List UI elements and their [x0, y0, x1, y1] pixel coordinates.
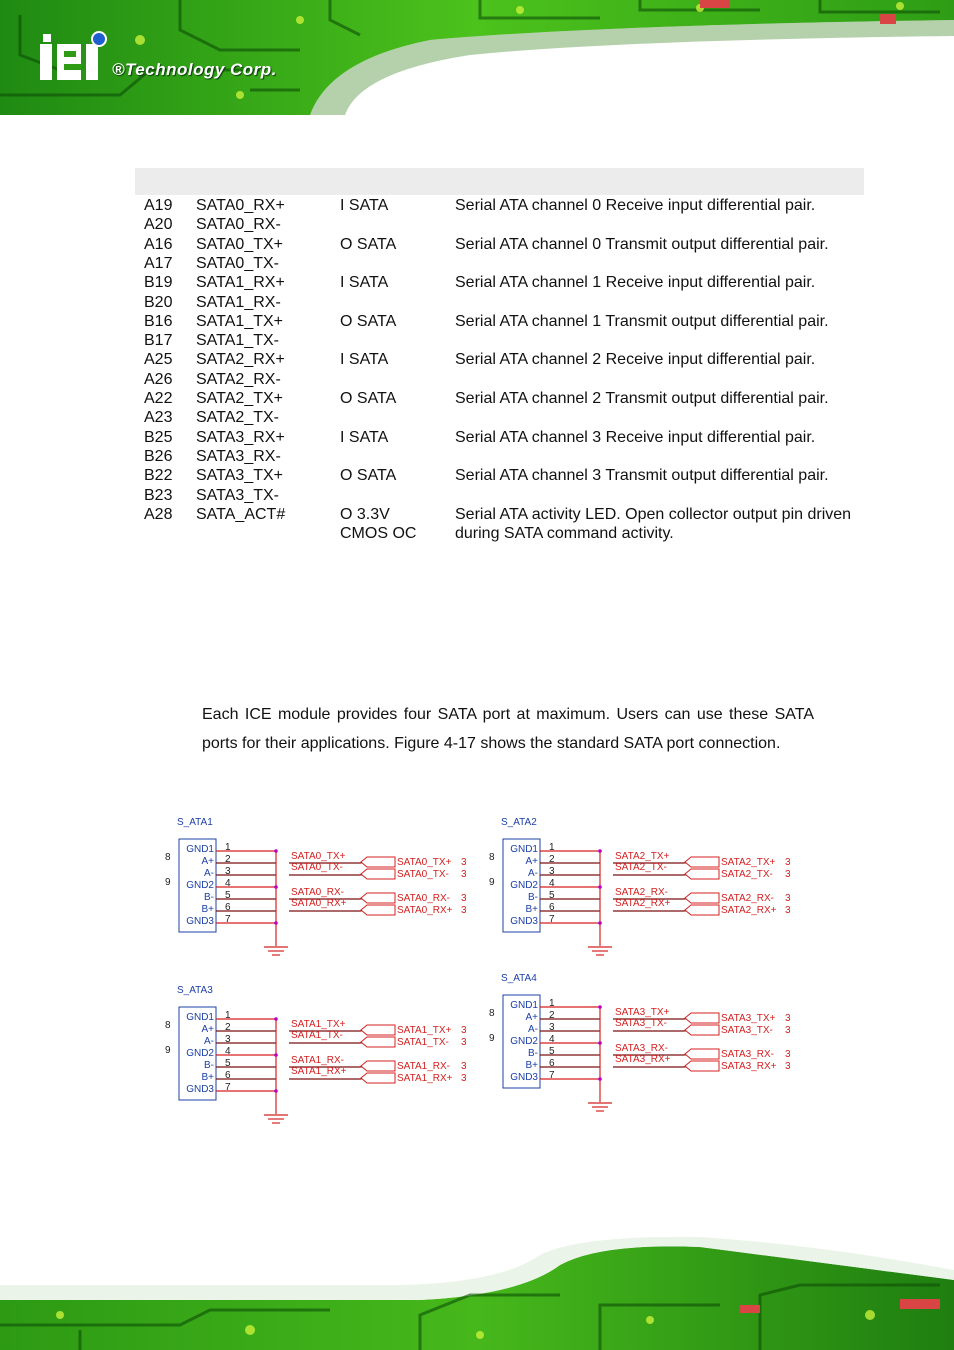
junction-dot: [274, 849, 278, 853]
pin-label: GND3: [510, 916, 538, 927]
description-cell: during SATA command activity.: [455, 525, 674, 543]
pin-label: GND1: [186, 844, 214, 855]
port-symbol: [685, 869, 719, 879]
port-label: SATA0_TX-: [397, 869, 449, 880]
type-cell: I SATA: [340, 197, 389, 214]
pin-number: 3: [225, 1034, 231, 1045]
port-label: SATA1_RX+: [397, 1073, 453, 1084]
port-label: SATA1_TX+: [397, 1025, 452, 1036]
description-cell: Serial ATA channel 3 Transmit output differential pair.: [455, 467, 829, 485]
description-cell: Serial ATA channel 3 Receive input differential pair.: [455, 428, 816, 446]
pin-number: 6: [549, 902, 555, 913]
junction-dot: [598, 1041, 602, 1045]
junction-dot: [274, 1053, 278, 1057]
pin-number: 4: [225, 878, 231, 889]
sheet-ref: 3: [461, 905, 467, 916]
pin-cell: B25: [144, 428, 173, 446]
sheet-ref: 3: [785, 905, 791, 916]
net-label: SATA3_TX-: [615, 1018, 667, 1029]
junction-dot: [274, 1017, 278, 1021]
side-number-8: 8: [165, 1020, 171, 1031]
pin-label: GND2: [510, 1036, 538, 1047]
port-symbol: [361, 905, 395, 915]
port-label: SATA3_TX+: [721, 1013, 776, 1024]
pin-label: GND3: [186, 1084, 214, 1095]
pin-label: B+: [525, 1060, 538, 1071]
pin-cell: B17: [144, 332, 173, 350]
port-label: SATA0_RX+: [397, 905, 453, 916]
pin-label: GND3: [510, 1072, 538, 1083]
type-cell: O SATA: [340, 235, 397, 253]
port-label: SATA1_RX-: [397, 1061, 450, 1072]
signal-name-cell: SATA1_TX-: [196, 332, 279, 350]
pin-number: 1: [549, 842, 555, 853]
pin-cell: A20: [144, 216, 173, 234]
port-label: SATA0_RX-: [397, 893, 450, 904]
side-number-8: 8: [165, 852, 171, 863]
pin-cell: B20: [144, 293, 173, 311]
net-label: SATA3_TX+: [615, 1007, 670, 1018]
pin-cell: A28: [144, 505, 173, 523]
pin-number: 2: [549, 854, 555, 865]
pin-cell: A25: [144, 351, 173, 369]
paragraph-line-1: Each ICE module provides four SATA port at maximum. Users can use these SATA: [202, 706, 814, 723]
pin-number: 6: [225, 902, 231, 913]
port-symbol: [685, 1013, 719, 1023]
pin-label: B+: [201, 1072, 214, 1083]
signal-name-cell: SATA2_TX-: [196, 409, 279, 427]
connector-ref: S_ATA4: [501, 973, 537, 984]
pin-label: A+: [201, 856, 214, 867]
port-label: SATA2_TX+: [721, 857, 776, 868]
pin-number: 7: [225, 1082, 231, 1093]
pin-number: 6: [225, 1070, 231, 1081]
pin-number: 2: [225, 1022, 231, 1033]
circuit-board-footer-graphic: [0, 1235, 954, 1350]
pin-number: 2: [225, 854, 231, 865]
sheet-ref: 3: [785, 1061, 791, 1072]
pin-label: GND1: [186, 1012, 214, 1023]
junction-dot: [274, 885, 278, 889]
pin-label: GND1: [510, 844, 538, 855]
port-label: SATA3_TX-: [721, 1025, 773, 1036]
type-cell: O SATA: [340, 390, 397, 407]
pin-label: A-: [204, 1036, 214, 1047]
pin-label: B+: [201, 904, 214, 915]
port-symbol: [361, 893, 395, 903]
pin-cell: A16: [144, 235, 173, 253]
net-label: SATA0_RX-: [291, 887, 344, 898]
pin-cell: A17: [144, 254, 173, 272]
sheet-ref: 3: [785, 893, 791, 904]
pin-number: 2: [549, 1010, 555, 1021]
net-label: SATA1_RX-: [291, 1055, 344, 1066]
port-symbol: [361, 1025, 395, 1035]
port-label: SATA3_RX-: [721, 1049, 774, 1060]
pin-label: A-: [528, 868, 538, 879]
pin-cell: A19: [144, 197, 173, 214]
sheet-ref: 3: [785, 1049, 791, 1060]
side-number-9: 9: [165, 1045, 171, 1056]
pin-number: 4: [549, 1034, 555, 1045]
pin-cell: B16: [144, 312, 173, 330]
pin-label: B-: [204, 1060, 214, 1071]
type-cell: O SATA: [340, 312, 397, 330]
signal-name-cell: SATA1_RX-: [196, 293, 281, 311]
port-label: SATA2_RX-: [721, 893, 774, 904]
pin-number: 5: [549, 890, 555, 901]
type-cell: O 3.3V: [340, 505, 390, 523]
signal-name-cell: SATA3_RX+: [196, 428, 285, 446]
pin-label: A+: [201, 1024, 214, 1035]
company-name: ®Technology Corp.: [112, 60, 277, 79]
port-symbol: [685, 1025, 719, 1035]
pin-number: 7: [225, 914, 231, 925]
port-symbol: [361, 1061, 395, 1071]
pin-label: GND2: [186, 1048, 214, 1059]
pin-number: 1: [549, 998, 555, 1009]
net-label: SATA2_TX+: [615, 851, 670, 862]
description-cell: Serial ATA channel 0 Transmit output differential pair.: [455, 235, 829, 253]
signal-name-cell: SATA3_TX+: [196, 467, 283, 485]
sata-port-schematic: [150, 800, 830, 1140]
sheet-ref: 3: [785, 1013, 791, 1024]
junction-dot: [274, 1089, 278, 1093]
junction-dot: [598, 921, 602, 925]
port-symbol: [361, 857, 395, 867]
pin-cell: A22: [144, 390, 173, 407]
pin-label: GND1: [510, 1000, 538, 1011]
connector-ref: S_ATA1: [177, 817, 213, 828]
signal-name-cell: SATA2_TX+: [196, 390, 283, 407]
pin-number: 1: [225, 1010, 231, 1021]
signal-name-cell: SATA1_TX+: [196, 312, 283, 330]
sheet-ref: 3: [461, 1037, 467, 1048]
connector-ref: S_ATA2: [501, 817, 537, 828]
net-label: SATA2_RX+: [615, 898, 671, 909]
pin-number: 6: [549, 1058, 555, 1069]
port-label: SATA0_TX+: [397, 857, 452, 868]
pin-number: 5: [225, 890, 231, 901]
signal-name-cell: SATA0_RX-: [196, 216, 281, 234]
connector-ref: S_ATA3: [177, 985, 213, 996]
port-symbol: [685, 1049, 719, 1059]
net-label: SATA1_TX+: [291, 1019, 346, 1030]
pin-number: 7: [549, 914, 555, 925]
port-symbol: [685, 905, 719, 915]
pin-label: B-: [528, 892, 538, 903]
signal-name-cell: SATA_ACT#: [196, 505, 286, 523]
net-label: SATA2_TX-: [615, 862, 667, 873]
net-label: SATA3_RX+: [615, 1054, 671, 1065]
net-label: SATA1_RX+: [291, 1066, 347, 1077]
table-header-bar: [135, 168, 864, 195]
signal-name-cell: SATA2_RX+: [196, 351, 285, 369]
junction-dot: [598, 885, 602, 889]
pin-label: A-: [204, 868, 214, 879]
port-symbol: [361, 1073, 395, 1083]
signal-name-cell: SATA3_RX-: [196, 447, 281, 465]
signal-name-cell: SATA0_RX+: [196, 197, 285, 214]
pin-number: 4: [549, 878, 555, 889]
side-number-8: 8: [489, 852, 495, 863]
pin-cell: B19: [144, 274, 173, 292]
port-symbol: [361, 1037, 395, 1047]
pin-number: 7: [549, 1070, 555, 1081]
port-symbol: [685, 1061, 719, 1071]
description-cell: Serial ATA channel 0 Receive input differential pair.: [455, 197, 816, 214]
pin-cell: A26: [144, 370, 173, 388]
description-cell: Serial ATA channel 2 Receive input differential pair.: [455, 351, 816, 369]
junction-dot: [598, 1005, 602, 1009]
port-label: SATA2_TX-: [721, 869, 773, 880]
pin-cell: B23: [144, 486, 173, 504]
side-number-8: 8: [489, 1008, 495, 1019]
net-label: SATA2_RX-: [615, 887, 668, 898]
net-label: SATA1_TX-: [291, 1030, 343, 1041]
pin-label: A+: [525, 1012, 538, 1023]
pin-number: 3: [549, 866, 555, 877]
side-number-9: 9: [165, 877, 171, 888]
pin-label: GND3: [186, 916, 214, 927]
port-label: SATA2_RX+: [721, 905, 777, 916]
sheet-ref: 3: [785, 869, 791, 880]
net-label: SATA0_RX+: [291, 898, 347, 909]
net-label: SATA0_TX+: [291, 851, 346, 862]
circuit-board-header-graphic: [0, 0, 954, 115]
net-label: SATA0_TX-: [291, 862, 343, 873]
type-cell: I SATA: [340, 428, 389, 446]
sheet-ref: 3: [785, 1025, 791, 1036]
paragraph-line-2: ports for their applications. Figure 4-17 shows the standard SATA port connection.: [202, 735, 781, 752]
pin-label: GND2: [510, 880, 538, 891]
pin-number: 5: [225, 1058, 231, 1069]
signal-name-cell: SATA3_TX-: [196, 486, 279, 504]
pin-number: 3: [225, 866, 231, 877]
side-number-9: 9: [489, 1033, 495, 1044]
net-label: SATA3_RX-: [615, 1043, 668, 1054]
iei-logo-icon: [40, 30, 110, 85]
pin-number: 4: [225, 1046, 231, 1057]
port-symbol: [685, 893, 719, 903]
description-cell: Serial ATA channel 1 Receive input differential pair.: [455, 274, 816, 292]
pin-label: B-: [528, 1048, 538, 1059]
pin-cell: B26: [144, 447, 173, 465]
port-symbol: [685, 857, 719, 867]
page-footer: [0, 1235, 954, 1350]
junction-dot: [598, 849, 602, 853]
pin-number: 1: [225, 842, 231, 853]
description-cell: Serial ATA channel 2 Transmit output differential pair.: [455, 390, 829, 407]
pin-label: GND2: [186, 880, 214, 891]
junction-dot: [598, 1077, 602, 1081]
port-symbol: [361, 869, 395, 879]
type-cell: I SATA: [340, 351, 389, 369]
sheet-ref: 3: [461, 1073, 467, 1084]
pin-label: A+: [525, 856, 538, 867]
sheet-ref: 3: [785, 857, 791, 868]
pin-cell: B22: [144, 467, 173, 485]
signal-name-cell: SATA1_RX+: [196, 274, 285, 292]
pin-cell: A23: [144, 409, 173, 427]
page-header: [0, 0, 954, 115]
description-cell: Serial ATA channel 1 Transmit output differential pair.: [455, 312, 829, 330]
type-cell: CMOS OC: [340, 525, 417, 543]
sheet-ref: 3: [461, 1025, 467, 1036]
sheet-ref: 3: [461, 857, 467, 868]
sheet-ref: 3: [461, 869, 467, 880]
pin-number: 3: [549, 1022, 555, 1033]
signal-name-cell: SATA0_TX-: [196, 254, 279, 272]
description-cell: Serial ATA activity LED. Open collector output pin driven: [455, 505, 852, 523]
signal-name-cell: SATA0_TX+: [196, 235, 283, 253]
pin-number: 5: [549, 1046, 555, 1057]
sheet-ref: 3: [461, 1061, 467, 1072]
sheet-ref: 3: [461, 893, 467, 904]
type-cell: I SATA: [340, 274, 389, 292]
port-label: SATA3_RX+: [721, 1061, 777, 1072]
side-number-9: 9: [489, 877, 495, 888]
type-cell: O SATA: [340, 467, 397, 485]
port-label: SATA1_TX-: [397, 1037, 449, 1048]
body-paragraph: [202, 700, 814, 758]
pin-label: B+: [525, 904, 538, 915]
signal-name-cell: SATA2_RX-: [196, 370, 281, 388]
pin-label: A-: [528, 1024, 538, 1035]
pin-label: B-: [204, 892, 214, 903]
junction-dot: [274, 921, 278, 925]
